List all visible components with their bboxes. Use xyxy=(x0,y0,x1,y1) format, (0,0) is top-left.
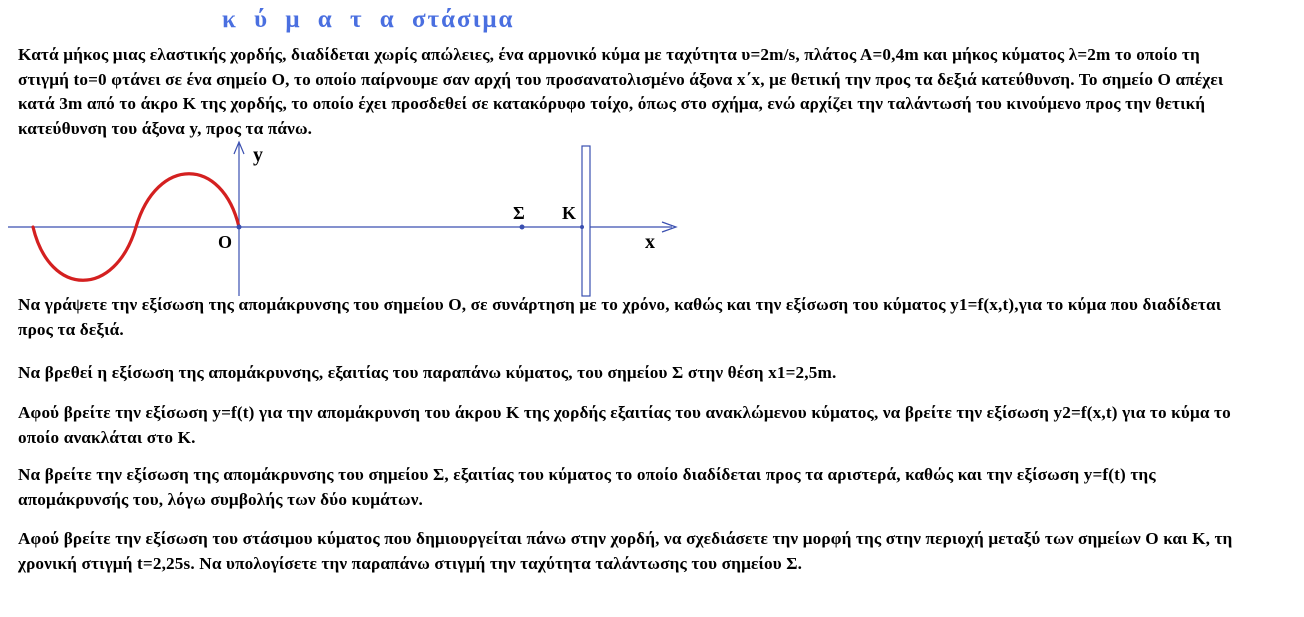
point-k xyxy=(580,225,584,229)
question-2: Να βρεθεί η εξίσωση της απομάκρυνσης, εξαιτίας του παραπάνω κύματος, του σημείου Σ στην θέση x1=2,5m. xyxy=(18,363,837,382)
problem-statement: Κατά μήκος μιας ελαστικής χορδής, διαδίδεται χωρίς απώλειες, ένα αρμονικό κύμα με ταχύτητα υ=2m/s, πλάτος Α=0,4m και μήκος κύματος λ=2m το οποίο τη στιγμή to=0 φτάνει σε ένα σημείο Ο, το οποίο παίρνουμε σαν αρχή του προσανατολισμένο άξονα x΄x, με θετική την προς τα δεξιά κατεύθυνση. Το σημείο Ο απέχει κατά 3m από το άκρο Κ της χορδής, το οποίο έχει προσδεθεί σε κατακόρυφο τοίχο, όπως στο σχήμα, ενώ αρχίζει την ταλάντωσή του κινούμενο προς την θετική κατεύθυνση του άξονα y, προς τα πάνω. xyxy=(18,45,1224,138)
label-y: y xyxy=(253,144,263,166)
label-k: K xyxy=(562,203,577,223)
page-title: κ ύ μ α τ α στάσιμα xyxy=(222,6,515,33)
label-x: x xyxy=(645,231,655,253)
wave-diagram xyxy=(0,138,700,298)
question-4: Να βρείτε την εξίσωση της απομάκρυνσης του σημείου Σ, εξαιτίας του κύματος το οποίο διαδίδεται προς τα αριστερά, καθώς και την εξίσωση y=f(t) της απομάκρυνσής του, λόγω συμβολής των δύο κυμάτων. xyxy=(18,465,1156,509)
point-origin xyxy=(237,225,242,230)
label-origin: O xyxy=(218,232,233,252)
question-3: Αφού βρείτε την εξίσωση y=f(t) για την απομάκρυνση του άκρου Κ της χορδής εξαιτίας του ανακλώμενου κύματος, να βρείτε την εξίσωση y2=f(x,t) για το κύμα το οποίο ανακλάται στο Κ. xyxy=(18,403,1231,447)
question-1: Να γράψετε την εξίσωση της απομάκρυνσης του σημείου Ο, σε συνάρτηση με το χρόνο, καθώς και την εξίσωση του κύματος y1=f(x,t),για το κύμα που διαδίδεται προς τα δεξιά. xyxy=(18,295,1222,339)
question-5: Αφού βρείτε την εξίσωση του στάσιμου κύματος που δημιουργείται πάνω στην χορδή, να σχεδιάσετε την μορφή της στην περιοχή μεταξύ των σημείων Ο και Κ, τη χρονική στιγμή t=2,25s. Να υπολογίσετε την παραπάνω στιγμή την ταχύτητα ταλάντωσης του σημείου Σ. xyxy=(18,529,1233,573)
label-sigma: Σ xyxy=(513,203,525,223)
wall xyxy=(582,146,590,296)
point-sigma xyxy=(520,225,525,230)
